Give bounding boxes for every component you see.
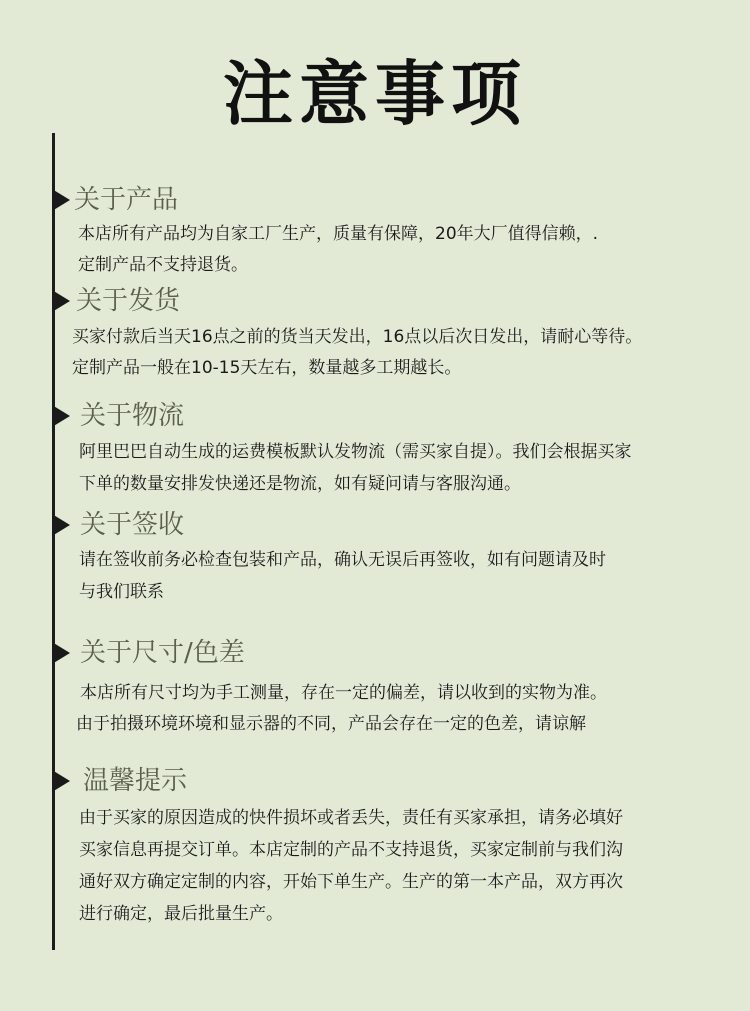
triangle-marker-icon <box>52 514 70 536</box>
section-body-line: 请在签收前务必检查包装和产品，确认无误后再签收，如有问题请及时 <box>79 550 606 570</box>
section-heading-text: 关于产品 <box>74 185 179 215</box>
section-heading-text: 温馨提示 <box>83 766 188 796</box>
section-heading-text: 关于物流 <box>80 401 185 431</box>
section-body-line: 买家付款后当天16点之前的货当天发出，16点以后次日发出，请耐心等待。 <box>72 327 643 347</box>
section-heading-text: 关于尺寸/色差 <box>80 638 245 668</box>
triangle-marker-icon <box>52 642 70 664</box>
section-body-line: 定制产品一般在10-15天左右，数量越多工期越长。 <box>72 358 462 378</box>
section-heading-text: 关于发货 <box>76 286 181 316</box>
section-body-line: 进行确定，最后批量生产。 <box>79 904 283 924</box>
section-body-line: 本店所有尺寸均为手工测量，存在一定的偏差，请以收到的实物为准。 <box>80 683 607 703</box>
section-body-line: 与我们联系 <box>79 582 164 602</box>
section-body-line: 由于买家的原因造成的快件损坏或者丢失，责任有买家承担，请务必填好 <box>79 808 623 828</box>
section-body-line: 通好双方确定定制的内容，开始下单生产。生产的第一本产品，双方再次 <box>79 872 623 892</box>
section-body-line: 阿里巴巴自动生成的运费模板默认发物流（需买家自提）。我们会根据买家 <box>79 442 632 462</box>
page-title: 注意事项 <box>223 53 527 135</box>
section-body-line: 下单的数量安排发快递还是物流，如有疑问请与客服沟通。 <box>79 474 521 494</box>
triangle-marker-icon <box>52 189 70 211</box>
section-body-line: 由于拍摄环境环境和显示器的不同，产品会存在一定的色差，请谅解 <box>76 714 586 734</box>
timeline-line <box>52 133 55 950</box>
section-body-line: 定制产品不支持退货。 <box>78 255 248 275</box>
section-heading-text: 关于签收 <box>80 510 185 540</box>
triangle-marker-icon <box>52 405 70 427</box>
triangle-marker-icon <box>52 770 70 792</box>
section-body-line: 买家信息再提交订单。本店定制的产品不支持退货，买家定制前与我们沟 <box>79 840 623 860</box>
triangle-marker-icon <box>52 290 70 312</box>
section-body-line: 本店所有产品均为自家工厂生产，质量有保障，20年大厂值得信赖，. <box>78 224 599 244</box>
